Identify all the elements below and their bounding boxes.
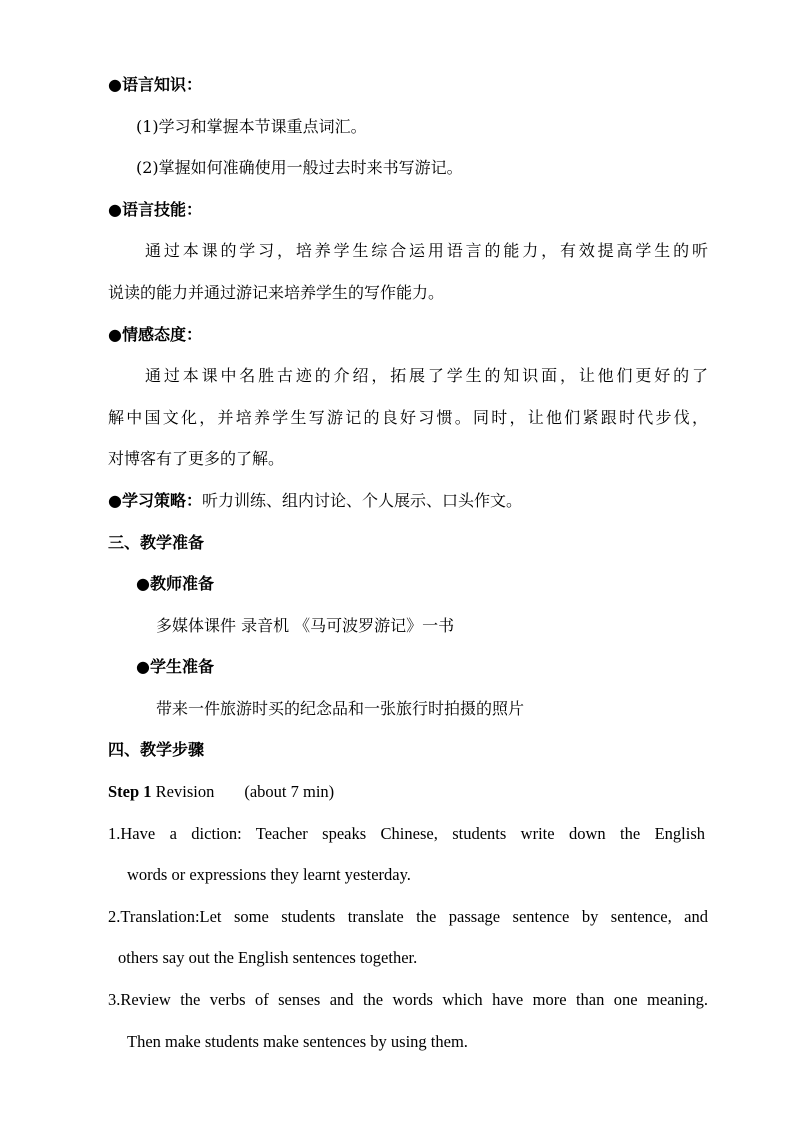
step-1-row (108, 782, 334, 802)
emotion-attitude-line-2: 解中国文化，并培养学生写游记的良好习惯。同时，让他们紧跟时代步伐， (108, 408, 708, 427)
student-preparation-text: 带来一件旅游时买的纪念品和一张旅行时拍摄的照片 (156, 699, 525, 718)
language-knowledge-item-2: (2)掌握如何准确使用一般过去时来书写游记。 (136, 158, 463, 177)
step-1-time: (about 7 min) (244, 782, 335, 801)
step-1-item-1-line-1: 1.Have a diction: Teacher speaks Chinese, students write down the English (108, 824, 705, 843)
teaching-preparation-heading: 三、教学准备 (108, 533, 205, 552)
learning-strategy-row (108, 491, 522, 511)
teacher-preparation-heading: ●教师准备 (136, 574, 214, 593)
teacher-preparation-text: 多媒体课件 录音机 《马可波罗游记》一书 (156, 616, 455, 635)
step-1-item-3-line-1: 3.Review the verbs of senses and the words which have more than one meaning. (108, 990, 708, 1009)
language-skills-line-1: 通过本课的学习，培养学生综合运用语言的能力，有效提高学生的听 (145, 241, 708, 260)
language-skills-line-2: 说读的能力并通过游记来培养学生的写作能力。 (108, 283, 445, 302)
teaching-steps-heading: 四、教学步骤 (108, 740, 205, 759)
emotion-attitude-line-1: 通过本课中名胜古迹的介绍，拓展了学生的知识面，让他们更好的了 (145, 366, 708, 385)
step-1-item-3-line-2: Then make students make sentences by using them. (127, 1032, 468, 1051)
language-knowledge-heading: ●语言知识： (108, 75, 202, 94)
step-1-label: Step 1 (108, 782, 152, 801)
step-1-title: Revision (151, 782, 215, 801)
learning-strategy-heading: ●学习策略： (108, 491, 202, 510)
step-1-item-2-line-1: 2.Translation:Let some students translate the passage sentence by sentence, and (108, 907, 708, 926)
step-1-item-1-line-2: words or expressions they learnt yesterday. (127, 865, 411, 884)
emotion-attitude-heading: ●情感态度： (108, 325, 202, 344)
learning-strategy-text: 听力训练、组内讨论、个人展示、口头作文。 (201, 491, 522, 510)
language-skills-heading: ●语言技能： (108, 200, 202, 219)
student-preparation-heading: ●学生准备 (136, 657, 214, 676)
step-1-item-2-line-2: others say out the English sentences together. (118, 948, 418, 967)
language-knowledge-item-1: (1)学习和掌握本节课重点词汇。 (136, 117, 367, 136)
emotion-attitude-line-3: 对博客有了更多的了解。 (108, 449, 285, 468)
